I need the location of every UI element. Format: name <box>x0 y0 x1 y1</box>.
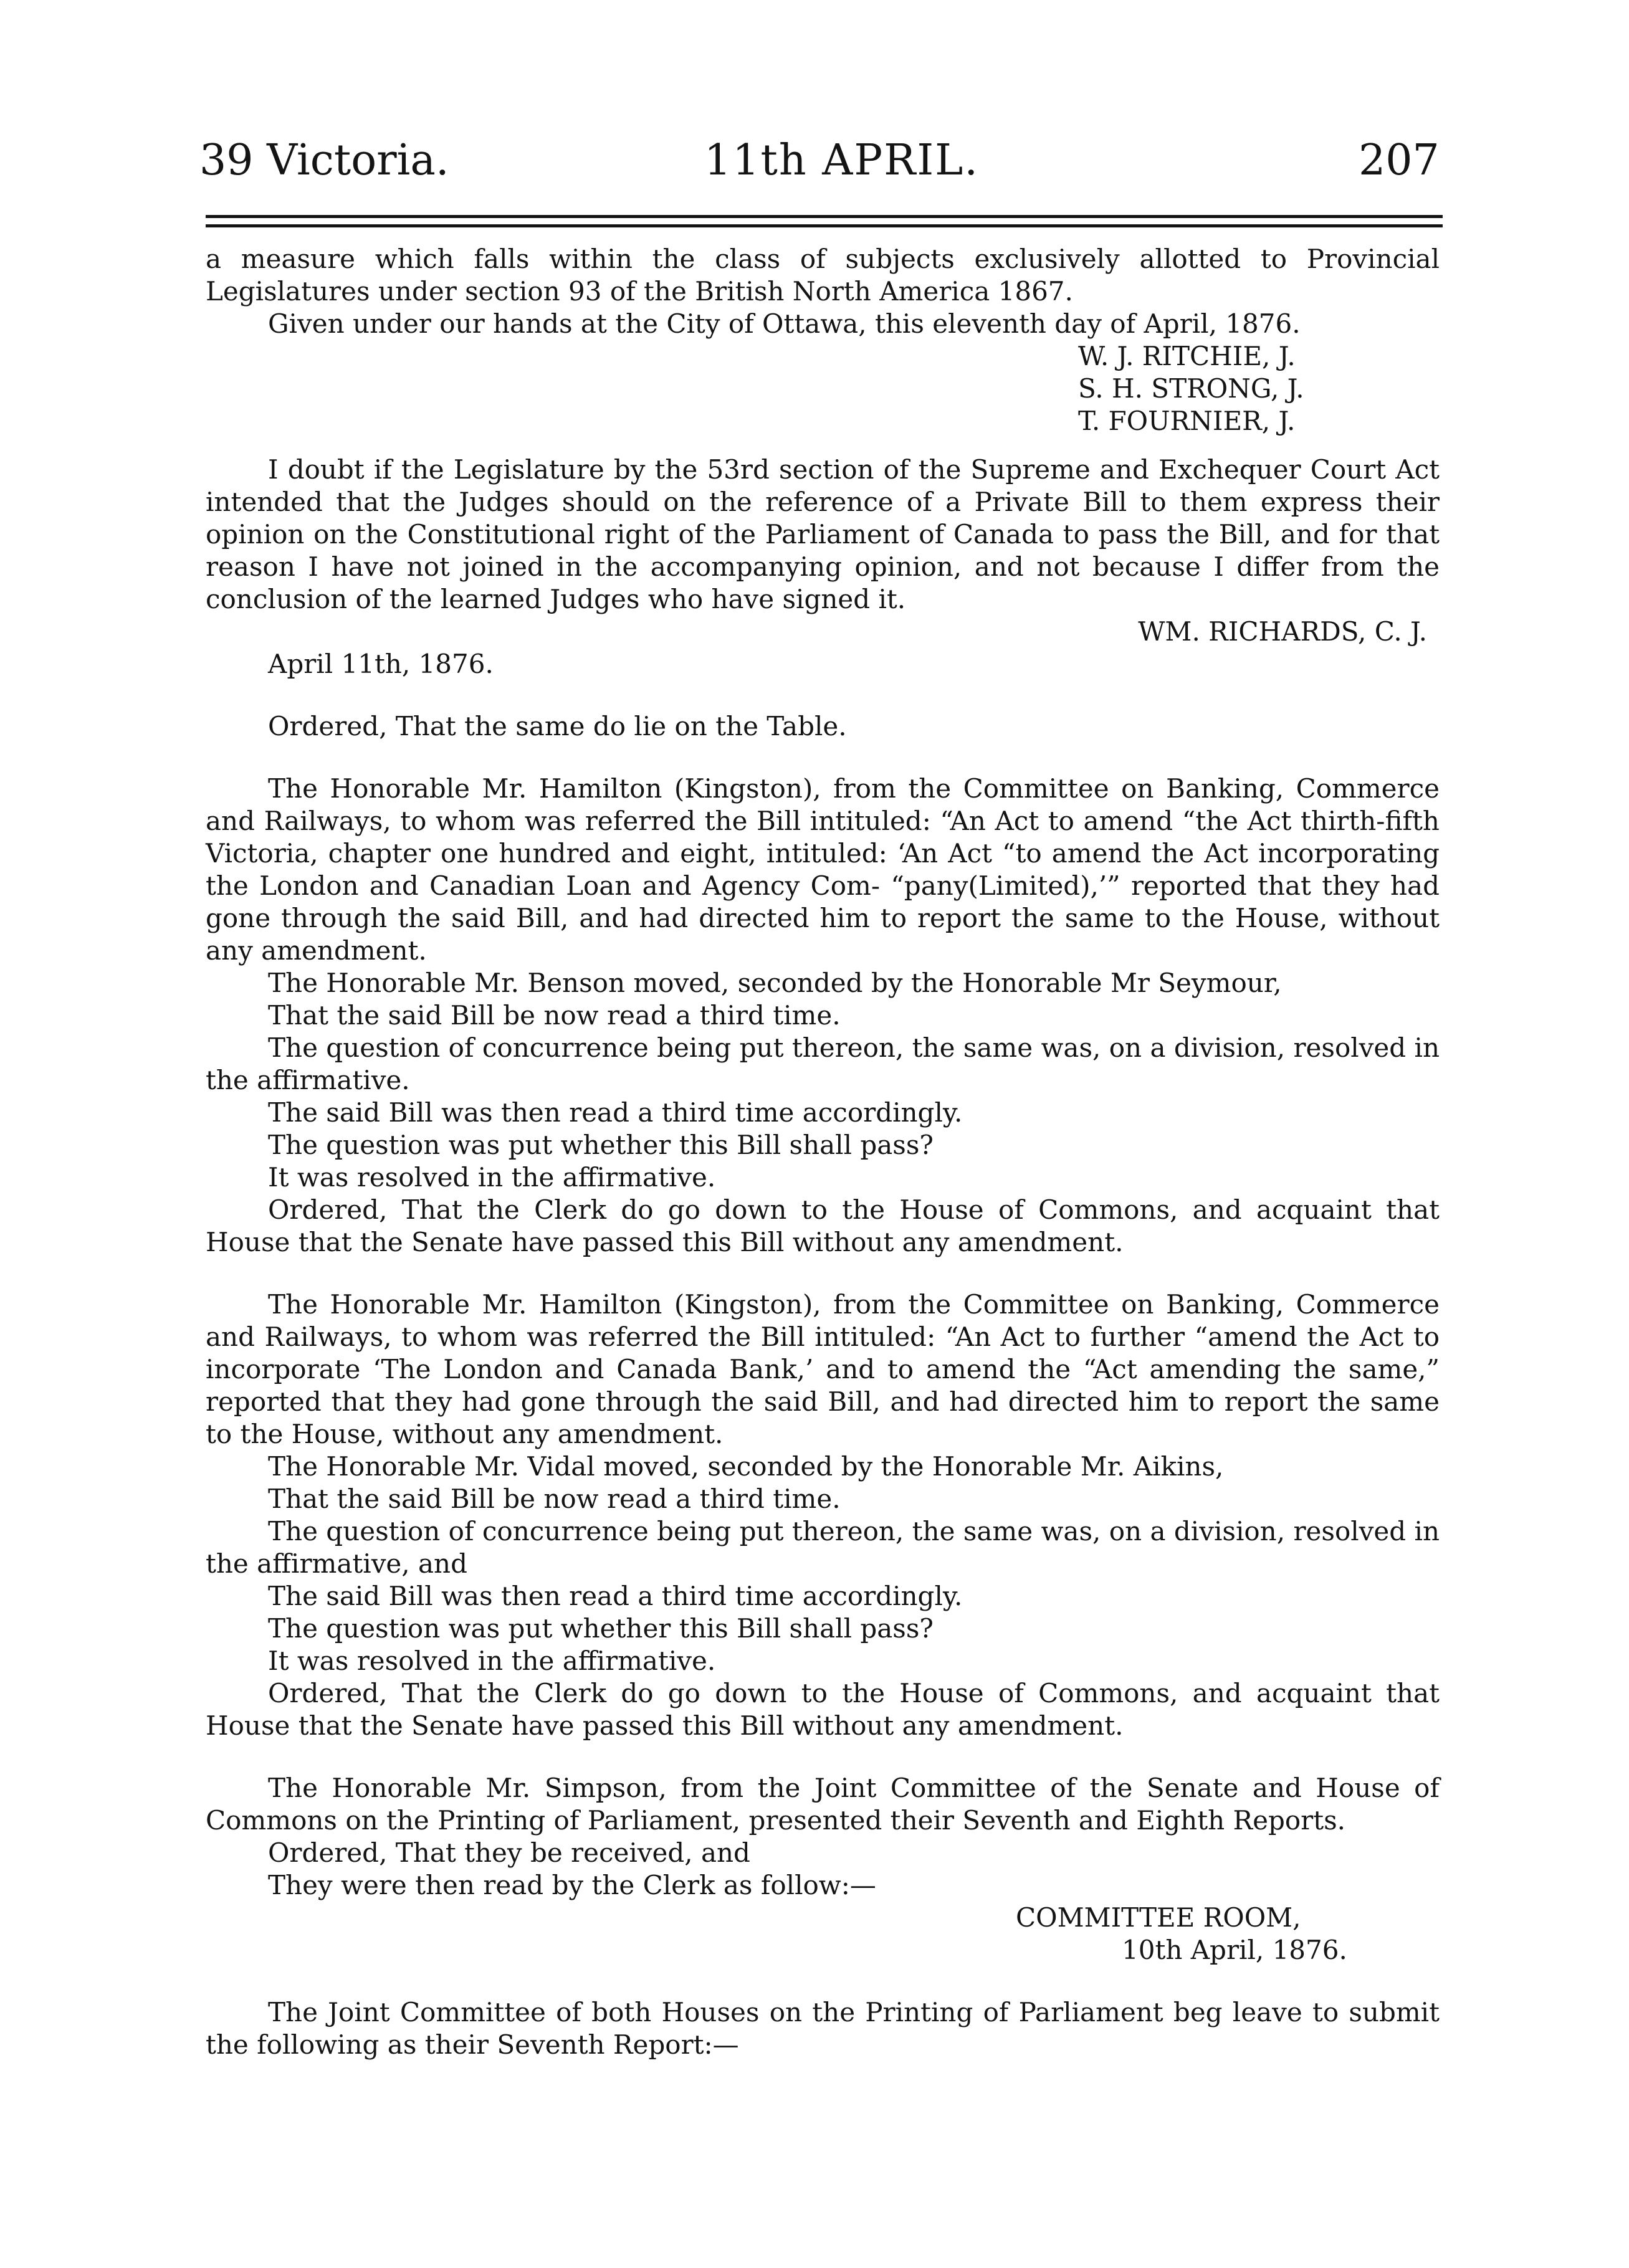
header-date: 11th APRIL. <box>704 136 979 185</box>
ordered-lie-on-table: Ordered, That the same do lie on the Table. <box>268 711 847 741</box>
ordered-clerk-2: Ordered, That the Clerk do go down to the House of Commons, and acquaint that House that the Senate have passed this Bill without any amendment. <box>206 1678 1440 1741</box>
signature-strong: S. H. STRONG, J. <box>1078 373 1304 404</box>
header-rule-top <box>206 215 1443 218</box>
header-volume: 39 Victoria. <box>199 136 449 185</box>
third-reading-motion-2: That the said Bill be now read a third time. <box>268 1484 841 1514</box>
given-under-hands: Given under our hands at the City of Ottawa, this eleventh day of April, 1876. <box>268 308 1301 339</box>
continuation-paragraph: a measure which falls within the class of subjects exclusively allotted to Provincial Legislatures under section 93 of the British North America 1867. <box>206 244 1440 307</box>
concurrence-question-1: The question of concurrence being put thereon, the same was, on a division, resolved in the affirmative. <box>206 1032 1440 1095</box>
read-by-clerk: They were then read by the Clerk as follow:— <box>268 1870 876 1900</box>
date-april: April 11th, 1876. <box>268 649 494 679</box>
committee-room: COMMITTEE ROOM, <box>1016 1902 1301 1933</box>
ordered-clerk-1: Ordered, That the Clerk do go down to the House of Commons, and acquaint that House that the Senate have passed this Bill without any amendment. <box>206 1194 1440 1257</box>
concurrence-question-2: The question of concurrence being put thereon, the same was, on a division, resolved in the affirmative, and <box>206 1516 1440 1579</box>
doubt-paragraph: I doubt if the Legislature by the 53rd section of the Supreme and Exchequer Court Act intended that the Judges should on the reference of a Private Bill to them express their opinion on the Constitutional right of the Parliament of Canada to pass the Bill, and for that reason I have not joined in the accompanying opinion, and not because I differ from the conclusion of the learned Judges who have signed it. <box>206 454 1440 614</box>
page-header <box>0 125 1629 199</box>
ordered-received: Ordered, That they be received, and <box>268 1837 750 1868</box>
vidal-motion: The Honorable Mr. Vidal moved, seconded by the Honorable Mr. Aikins, <box>268 1451 1224 1482</box>
third-reading-motion-1: That the said Bill be now read a third time. <box>268 1000 841 1031</box>
read-third-time-2: The said Bill was then read a third time accordingly. <box>268 1581 963 1611</box>
simpson-report: The Honorable Mr. Simpson, from the Joint Committee of the Senate and House of Commons on the Printing of Parliament, presented their Seventh and Eighth Reports. <box>206 1773 1440 1836</box>
resolved-affirmative-2: It was resolved in the affirmative. <box>268 1646 716 1676</box>
page-body <box>206 243 1440 2061</box>
question-pass-1: The question was put whether this Bill shall pass? <box>268 1130 934 1160</box>
joint-committee-paragraph: The Joint Committee of both Houses on the Printing of Parliament beg leave to submit the following as their Seventh Report:— <box>206 1997 1440 2060</box>
page-number: 207 <box>1359 136 1440 185</box>
benson-motion: The Honorable Mr. Benson moved, seconded by the Honorable Mr Seymour, <box>268 968 1282 998</box>
hamilton-report-1: The Honorable Mr. Hamilton (Kingston), from the Committee on Banking, Commerce and Railways, to whom was referred the Bill intituled: “An Act to amend “the Act thirth-fifth Victoria, chapter one hundred and eight, intituled: ‘An Act “to amend the Act incorporating the London and Canadian Loan and Agency Com- “pany(Limited),’” reported that they had gone through the said Bill, and had directed him to report the same to the House, without any amendment. <box>206 773 1440 966</box>
read-third-time-1: The said Bill was then read a third time accordingly. <box>268 1097 963 1128</box>
hamilton-report-2: The Honorable Mr. Hamilton (Kingston), from the Committee on Banking, Commerce and Railways, to whom was referred the Bill intituled: “An Act to further “amend the Act to incorporate ‘The London and Canada Bank,’ and to amend the “Act amending the same,” reported that they had gone through the said Bill, and had directed him to report the same to the House, without any amendment. <box>206 1289 1440 1449</box>
question-pass-2: The question was put whether this Bill shall pass? <box>268 1613 934 1644</box>
signature-fournier: T. FOURNIER, J. <box>1078 406 1296 436</box>
header-rule-bottom <box>206 224 1443 227</box>
resolved-affirmative-1: It was resolved in the affirmative. <box>268 1162 716 1193</box>
signature-ritchie: W. J. RITCHIE, J. <box>1078 341 1296 371</box>
signature-richards: WM. RICHARDS, C. J. <box>1138 616 1427 647</box>
committee-date: 10th April, 1876. <box>1122 1935 1347 1965</box>
